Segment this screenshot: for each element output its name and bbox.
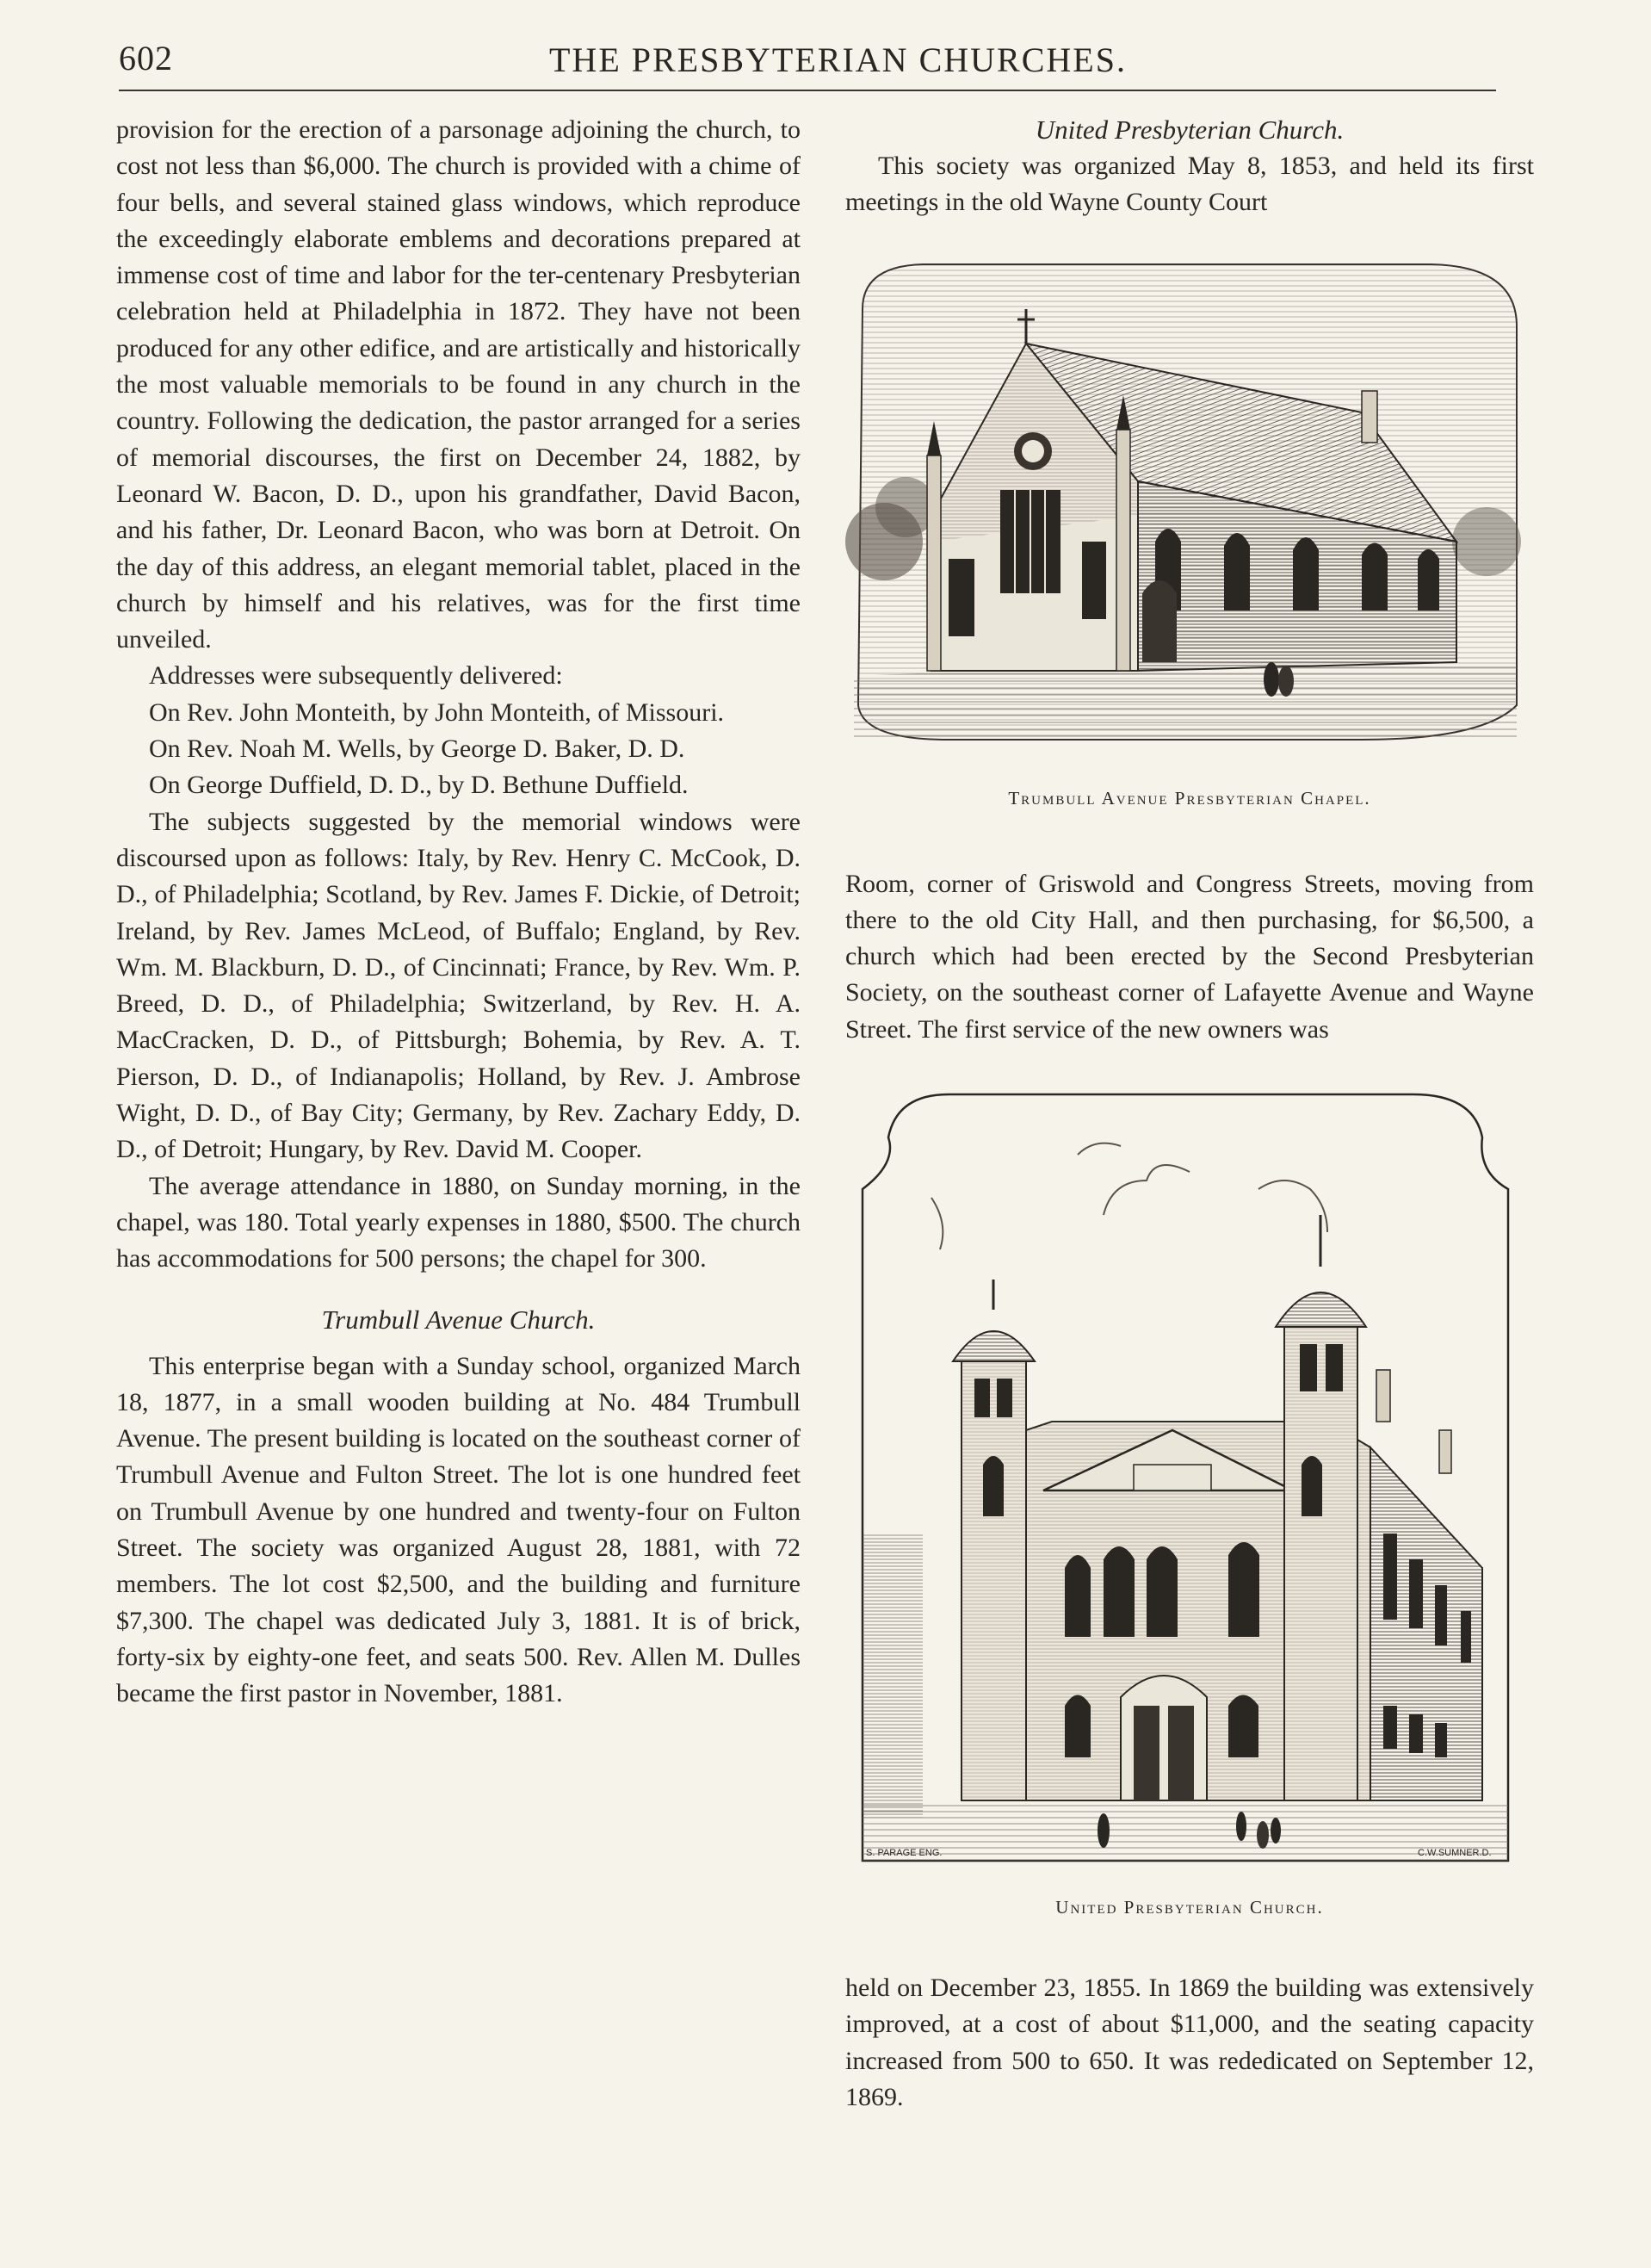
trumbull-chapel-engraving (845, 257, 1525, 765)
section-heading-united: United Presbyterian Church. (1035, 115, 1345, 145)
figure-caption-trumbull: Trumbull Avenue Presbyterian Chapel. (1008, 787, 1371, 809)
figure-united-church (845, 1086, 1534, 1918)
paragraph-united-middle: Room, corner of Griswold and Congress Streets, moving from there to the old City Hall, and then purchasing, for $6,500, a church which had been erected by the Second Presbyterian Society, on the southeast corner of Lafayette Avenue and Wayne Street. The first service of the new owners was (845, 869, 1534, 1044)
running-title: THE PRESBYTERIAN CHURCHES. (549, 40, 1127, 79)
paragraph-addresses-intro: Addresses were subsequently delivered: (149, 661, 563, 691)
section-heading-trumbull: Trumbull Avenue Church. (321, 1304, 596, 1335)
figure-caption-united: United Presbyterian Church. (1055, 1897, 1324, 1918)
paragraph-address-duffield: On George Duffield, D. D., by D. Bethune Duffield. (149, 771, 689, 800)
artist-signature: C.W.SUMNER.D. (1418, 1848, 1492, 1859)
right-column (845, 112, 1534, 2116)
paragraph-memorial-windows: The subjects suggested by the memorial windows were discoursed upon as follows: Italy, by Rev. Henry C. McCook, D. D., of Philadelphia; Scotland, by Rev. James F. Dickie, of Detroit; Ireland, by Rev. James McLeod, of Buffalo; England, by Rev. Wm. M. Blackburn, D. D., of Cincinnati; France, by Rev. Wm. P. Breed, D. D., of Philadelphia; Switzerland, by Rev. H. A. MacCracken, D. D., of Pittsburgh; Bohemia, by Rev. A. T. Pierson, D. D., of Indianapolis; Holland, by Rev. J. Ambrose Wight, D. D., of Bay City; Germany, by Rev. Zachary Eddy, D. D., of Detroit; Hungary, by Rev. David M. Cooper. (116, 807, 801, 1164)
paragraph-united-closing: held on December 23, 1855. In 1869 the building was extensively improved, at a cost of about $11,000, and the seating capacity increased from 500 to 650. It was rededicated on September 12, 1869. (845, 1974, 1534, 2111)
page-number: 602 (119, 39, 173, 77)
paragraph-united-intro: This society was organized May 8, 1853, and held its first meetings in the old Wayne County Court (845, 152, 1534, 217)
paragraph-address-monteith: On Rev. John Monteith, by John Monteith, of Missouri. (149, 697, 725, 727)
left-column (116, 112, 801, 1712)
header-rule (119, 90, 1496, 91)
paragraph-attendance: The average attendance in 1880, on Sunday morning, in the chapel, was 180. Total yearly expenses in 1880, $500. The church has accommodations for 500 persons; the chapel for 300. (116, 1171, 801, 1273)
engraver-signature: S. PARAGE ENG. (866, 1848, 943, 1859)
united-church-engraving (845, 1086, 1525, 1878)
paragraph-trumbull: This enterprise began with a Sunday school, organized March 18, 1877, in a small wooden building at No. 484 Trumbull Avenue. The present building is located on the southeast corner of Trumbull Avenue and Fulton Street. The lot is one hundred feet on Trumbull Avenue by one hundred and twenty-four on Fulton Street. The society was organized August 28, 1881, with 72 members. The lot cost $2,500, and the building and furniture $7,300. The chapel was dedicated July 3, 1881. It is of brick, forty-six by eighty-one feet, and seats 500. Rev. Allen M. Dulles became the first pastor in November, 1881. (116, 1351, 801, 1708)
figure-trumbull-chapel (845, 257, 1534, 809)
paragraph-continuation: provision for the erection of a parsonage adjoining the church, to cost not less than $6,000. The church is provided with a chime of four bells, and several stained glass windows, which reproduce the exceedingly elaborate emblems and decorations prepared at immense cost of time and labor for the ter-centenary Presbyterian celebration held at Philadelphia in 1872. They have not been produced for any other edifice, and are artistically and historically the most valuable memorials to be found in any church in the country. Following the dedication, the pastor arranged for a series of memorial discourses, the first on December 24, 1882, by Leonard W. Bacon, D. D., upon his grandfather, David Bacon, and his father, Dr. Leonard Bacon, who was born at Detroit. On the day of this address, an elegant memorial tablet, placed in the church by himself and his relatives, was for the first time unveiled. (116, 115, 801, 654)
running-head (119, 38, 1496, 81)
paragraph-address-wells: On Rev. Noah M. Wells, by George D. Baker, D. D. (149, 734, 685, 764)
